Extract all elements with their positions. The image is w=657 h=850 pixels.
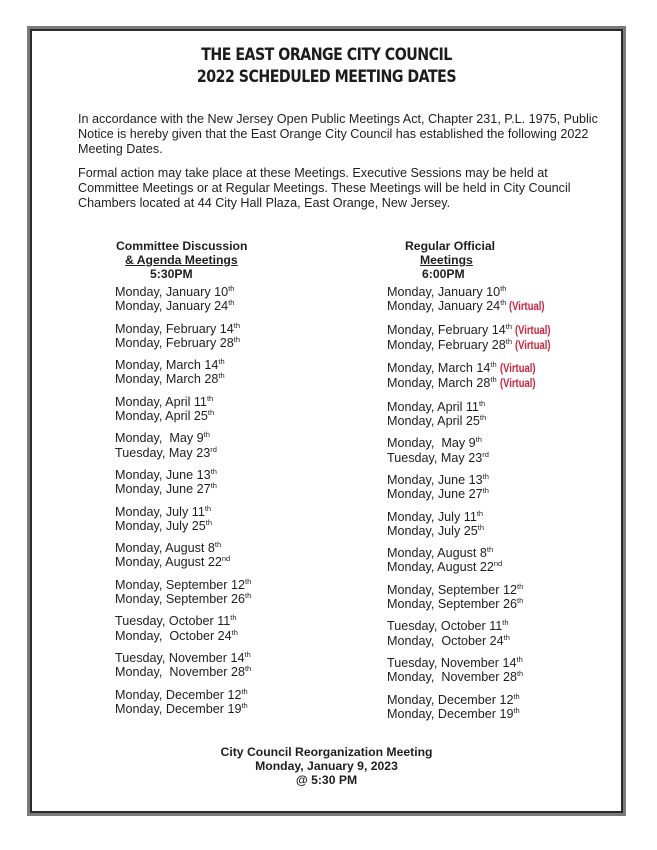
ordinal-suffix: th (476, 508, 484, 518)
meeting-date (115, 614, 345, 628)
committee-heading-line2: & Agenda Meetings (125, 253, 238, 267)
ordinal-suffix: th (244, 649, 251, 659)
ordinal-suffix: th (516, 669, 524, 679)
ordinal-suffix: th (486, 545, 494, 555)
date-group (115, 322, 345, 351)
meeting-date (387, 400, 617, 414)
meeting-date-text: Monday, December 19 (387, 706, 514, 721)
date-group (387, 361, 617, 392)
meeting-date (387, 414, 617, 428)
ordinal-suffix: th (218, 357, 225, 367)
meeting-date (115, 372, 345, 386)
committee-heading-time: 5:30PM (150, 267, 193, 281)
date-group (387, 619, 617, 648)
meeting-date-text: Monday, February 28 (115, 335, 234, 350)
meeting-date (115, 578, 345, 592)
meeting-date-text: Monday, July 11 (115, 504, 205, 519)
ordinal-suffix: th (244, 591, 252, 601)
ordinal-suffix: th (516, 581, 524, 591)
meeting-date-text: Monday, December 19 (115, 701, 242, 716)
ordinal-suffix: th (513, 705, 520, 715)
ordinal-suffix: th (203, 430, 210, 440)
meeting-date-text: Monday, October 24 (387, 633, 504, 648)
meeting-date-text: Monday, April 25 (115, 409, 208, 424)
meeting-date (115, 541, 345, 555)
date-group (115, 614, 345, 643)
reorganization-title: City Council Reorganization Meeting (220, 745, 433, 759)
regular-heading-time: 6:00PM (422, 267, 465, 281)
regular-heading-line1: Regular Official (405, 239, 496, 253)
virtual-badge: (Virtual) (499, 378, 536, 391)
ordinal-suffix: th (210, 466, 217, 476)
meeting-date-text: Monday, April 25 (387, 414, 480, 429)
meeting-date (115, 482, 345, 496)
meeting-date (387, 546, 617, 560)
meeting-date-text: Monday, January 24 (387, 299, 501, 314)
date-group (387, 546, 617, 575)
meeting-date (115, 519, 345, 533)
document-title: THE EAST ORANGE CITY COUNCIL (201, 45, 452, 64)
meeting-date-text: Monday, March 28 (387, 376, 491, 391)
date-group (115, 358, 345, 387)
meeting-date (387, 451, 617, 465)
ordinal-suffix: th (482, 471, 489, 481)
ordinal-suffix: th (244, 664, 252, 674)
meeting-date (115, 505, 345, 519)
meeting-date (387, 634, 617, 648)
date-group (115, 505, 345, 534)
meeting-date-text: Monday, August 8 (115, 541, 215, 556)
ordinal-suffix: th (241, 686, 248, 696)
date-group (387, 400, 617, 429)
virtual-badge: (Virtual) (515, 324, 551, 337)
meeting-date-text: Monday, April 11 (387, 399, 479, 414)
meeting-date (387, 619, 617, 633)
ordinal-suffix: rd (482, 449, 489, 459)
meeting-date (387, 361, 617, 376)
ordinal-suffix: th (482, 486, 489, 496)
regular-column-heading (387, 239, 617, 285)
meeting-date (387, 436, 617, 450)
virtual-badge: (Virtual) (509, 301, 545, 314)
date-group (387, 656, 617, 685)
meeting-date-text: Tuesday, May 23 (115, 445, 211, 460)
meeting-date (115, 629, 345, 643)
document-border-frame (27, 26, 626, 816)
meeting-date-text: Monday, September 26 (387, 597, 517, 612)
ordinal-suffix: th (500, 284, 507, 293)
ordinal-suffix: th (500, 298, 507, 308)
ordinal-suffix: th (516, 654, 523, 664)
ordinal-suffix: th (475, 435, 482, 445)
meeting-date (387, 693, 617, 707)
ordinal-suffix: th (479, 413, 487, 423)
meeting-date-text: Tuesday, November 14 (115, 650, 245, 665)
regular-meetings-column (387, 239, 617, 721)
ordinal-suffix: th (210, 481, 217, 491)
date-group (387, 436, 617, 465)
meeting-date-text: Monday, September 26 (115, 592, 245, 607)
meeting-date (115, 285, 345, 299)
committee-column-heading (115, 239, 345, 285)
meeting-date-text: Tuesday, October 11 (387, 619, 503, 634)
meeting-date-text: Monday, January 10 (115, 285, 229, 299)
meeting-date-text: Monday, September 12 (115, 577, 245, 592)
meeting-date-text: Monday, July 25 (115, 518, 206, 533)
date-group (115, 468, 345, 497)
meeting-date (387, 338, 617, 353)
committee-meetings-column (115, 239, 345, 716)
meeting-date (387, 656, 617, 670)
meeting-date-text: Monday, March 14 (115, 358, 219, 373)
date-group (387, 583, 617, 612)
meeting-date (115, 431, 345, 445)
ordinal-suffix: th (244, 576, 252, 586)
meeting-date (115, 651, 345, 665)
ordinal-suffix: th (233, 334, 241, 344)
meeting-date (115, 299, 345, 313)
meeting-date-text: Monday, July 11 (387, 509, 477, 524)
date-group (115, 395, 345, 424)
meeting-date-text: Monday, June 27 (115, 482, 211, 497)
meeting-date (387, 524, 617, 538)
meeting-date (387, 323, 617, 338)
virtual-badge: (Virtual) (499, 363, 536, 376)
meeting-date-text: Monday, August 8 (387, 546, 487, 561)
ordinal-suffix: th (214, 540, 222, 550)
meeting-date-text: Monday, September 12 (387, 582, 517, 597)
meeting-date (115, 555, 345, 569)
reorganization-meeting-notice (30, 745, 623, 787)
formal-action-paragraph: Formal action may take place at these Meetings. Executive Sessions may be held at Committee Meetings or at Regular Meetings. These Meetings will be held in City Council Chambers located at 44 City Hall Plaza, East Orange, New Jersey. (78, 166, 571, 210)
meeting-date (387, 510, 617, 524)
meeting-date (387, 597, 617, 611)
document-subtitle: 2022 SCHEDULED MEETING DATES (196, 67, 457, 86)
committee-date-list (115, 285, 345, 716)
ordinal-suffix: th (505, 336, 513, 346)
ordinal-suffix: th (228, 298, 235, 308)
meeting-date-text: Tuesday, October 11 (115, 614, 231, 629)
ordinal-suffix: rd (210, 444, 217, 454)
ordinal-suffix: th (228, 284, 235, 293)
date-group (387, 473, 617, 502)
ordinal-suffix: th (490, 360, 497, 370)
date-group (115, 688, 345, 717)
meeting-date (115, 395, 345, 409)
date-group (387, 510, 617, 539)
regular-date-list (387, 285, 617, 721)
meeting-date-text: Monday, February 14 (387, 322, 506, 337)
meeting-date-text: Monday, May 9 (115, 431, 204, 446)
ordinal-suffix: th (204, 503, 212, 513)
meeting-date (115, 322, 345, 336)
meeting-date (387, 670, 617, 684)
meeting-date (387, 707, 617, 721)
meeting-date (115, 592, 345, 606)
ordinal-suffix: nd (493, 559, 503, 569)
meeting-date (115, 336, 345, 350)
meeting-date-text: Tuesday, May 23 (387, 450, 483, 465)
meeting-date (115, 688, 345, 702)
date-group (115, 651, 345, 680)
meeting-date (387, 376, 617, 391)
meeting-date (387, 473, 617, 487)
ordinal-suffix: th (230, 613, 237, 623)
ordinal-suffix: th (218, 371, 225, 381)
date-group (115, 541, 345, 570)
meeting-date-text: Monday, June 27 (387, 487, 483, 502)
ordinal-suffix: th (207, 408, 215, 418)
ordinal-suffix: th (241, 700, 248, 710)
ordinal-suffix: th (478, 398, 486, 408)
meeting-date (387, 299, 617, 314)
meeting-date-text: Monday, November 28 (387, 670, 517, 685)
meeting-date-text: Monday, May 9 (387, 436, 476, 451)
virtual-badge: (Virtual) (515, 339, 551, 352)
meeting-date (387, 487, 617, 501)
meeting-date-text: Monday, January 24 (115, 299, 229, 314)
ordinal-suffix: th (206, 393, 214, 403)
ordinal-suffix: th (205, 517, 213, 527)
meeting-date (115, 446, 345, 460)
date-group (387, 323, 617, 354)
meeting-date (115, 665, 345, 679)
meeting-date (387, 285, 617, 299)
meeting-date-text: Monday, June 13 (387, 472, 483, 487)
meeting-date (387, 583, 617, 597)
ordinal-suffix: th (505, 321, 513, 331)
ordinal-suffix: th (233, 320, 241, 330)
meeting-date-text: Monday, August 22 (115, 555, 222, 570)
ordinal-suffix: th (513, 691, 520, 701)
meeting-date-text: Monday, April 11 (115, 394, 207, 409)
meeting-date (115, 468, 345, 482)
meeting-date-text: Monday, January 10 (387, 285, 501, 299)
notice-paragraph: In accordance with the New Jersey Open Public Meetings Act, Chapter 231, P.L. 1975, Public Notice is hereby given that the East Orange City Council has established the following 2022 Meeting Dates. (78, 112, 598, 156)
meeting-date-text: Monday, February 28 (387, 337, 506, 352)
ordinal-suffix: th (502, 618, 509, 628)
date-group (115, 578, 345, 607)
meeting-date (115, 358, 345, 372)
committee-heading-line1: Committee Discussion (116, 239, 248, 253)
meeting-date-text: Monday, February 14 (115, 321, 234, 336)
date-group (387, 693, 617, 722)
meeting-date-text: Monday, July 25 (387, 523, 478, 538)
regular-heading-line2: Meetings (420, 253, 473, 267)
meeting-date (387, 560, 617, 574)
reorganization-time: @ 5:30 PM (295, 773, 358, 787)
meeting-date (115, 702, 345, 716)
meeting-date-text: Monday, March 28 (115, 372, 219, 387)
meeting-date-text: Monday, October 24 (115, 628, 232, 643)
ordinal-suffix: th (516, 596, 524, 606)
ordinal-suffix: nd (221, 554, 231, 564)
date-group (115, 285, 345, 314)
meeting-date-text: Monday, March 14 (387, 361, 491, 376)
reorganization-date: Monday, January 9, 2023 (255, 759, 398, 773)
ordinal-suffix: th (231, 627, 238, 637)
ordinal-suffix: th (503, 632, 510, 642)
ordinal-suffix: th (490, 375, 497, 385)
meeting-date-text: Monday, August 22 (387, 560, 494, 575)
meeting-date-text: Tuesday, November 14 (387, 655, 517, 670)
ordinal-suffix: th (477, 522, 485, 532)
meeting-date-text: Monday, December 12 (387, 692, 514, 707)
meeting-date-text: Monday, June 13 (115, 467, 211, 482)
meeting-date-text: Monday, December 12 (115, 687, 242, 702)
date-group (115, 431, 345, 460)
meeting-date (115, 409, 345, 423)
date-group (387, 285, 617, 315)
meeting-date-text: Monday, November 28 (115, 665, 245, 680)
